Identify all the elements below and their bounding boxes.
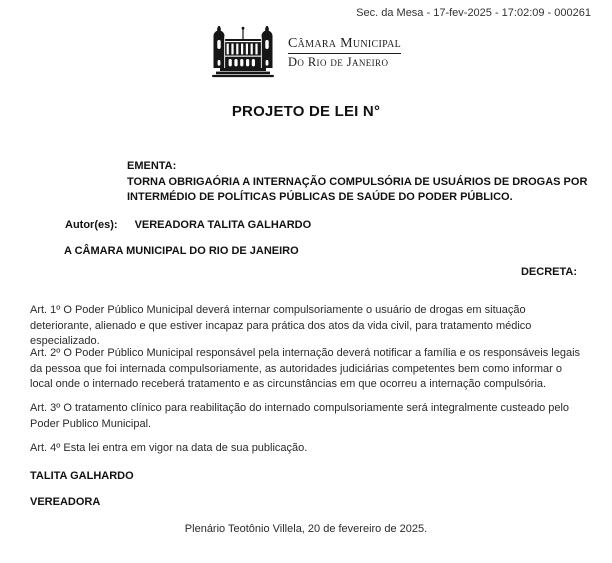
article-4: Art. 4º Esta lei entra em vigor na data de sua publicação.: [30, 442, 308, 454]
article-1: Art. 1º O Poder Público Municipal deverá internar compulsoriamente o usuário de drogas em situação deteriorante, alienado e que estiver incapaz para prática dos atos da vida civil, para tratamento médico especializado.: [30, 304, 532, 347]
article-3: Art. 3º O tratamento clínico para reabilitação do internado compulsoriamente será integralmente custeado pelo Poder Publico Municipal.: [30, 402, 570, 430]
header-logo: [0, 26, 612, 80]
org-name-line2: Do Rio de Janeiro: [287, 55, 389, 70]
preamble-line: A CÂMARA MUNICIPAL DO RIO DE JANEIRO: [64, 245, 299, 257]
signature-role: VEREADORA: [30, 496, 101, 508]
org-wordmark: [288, 36, 401, 69]
signature-name: TALITA GALHARDO: [30, 470, 134, 482]
place-date-line: Plenário Teotônio Villela, 20 de fevereiro de 2025.: [184, 523, 428, 535]
city-hall-building-icon: [211, 26, 275, 80]
org-name-line1: Câmara Municipal: [287, 36, 402, 52]
article-2: Art. 2º O Poder Público Municipal responsável pela internação deverá notificar a família e os responsáveis legais da pessoa que foi internada compulsoriamente, as autoridades judiciárias competentes bem como informar o local onde o internado receberá tratamento e as circunstâncias em que ocorreu a internação compulsória.: [30, 347, 581, 390]
decreta-label: DECRETA:: [520, 266, 577, 278]
authors-label: Autor(es):: [65, 219, 118, 231]
secretary-stamp: Sec. da Mesa - 17-fev-2025 - 17:02:09 - 000261: [356, 7, 591, 19]
ementa-text: TORNA OBRIGAÓRIA A INTERNAÇÃO COMPULSÓRIA DE USUÁRIOS DE DROGAS POR INTERMÉDIO DE POLÍTICAS PÚBLICAS DE SAÚDE DO PODER PÚBLICO.: [127, 175, 588, 203]
authors-value: VEREADORA TALITA GALHARDO: [134, 219, 312, 231]
ementa-block: [127, 159, 589, 206]
ementa-label: EMENTA:: [127, 160, 177, 172]
authors-row: [65, 219, 311, 231]
document-title: PROJETO DE LEI N°: [231, 103, 381, 120]
wordmark-divider: [288, 53, 401, 54]
